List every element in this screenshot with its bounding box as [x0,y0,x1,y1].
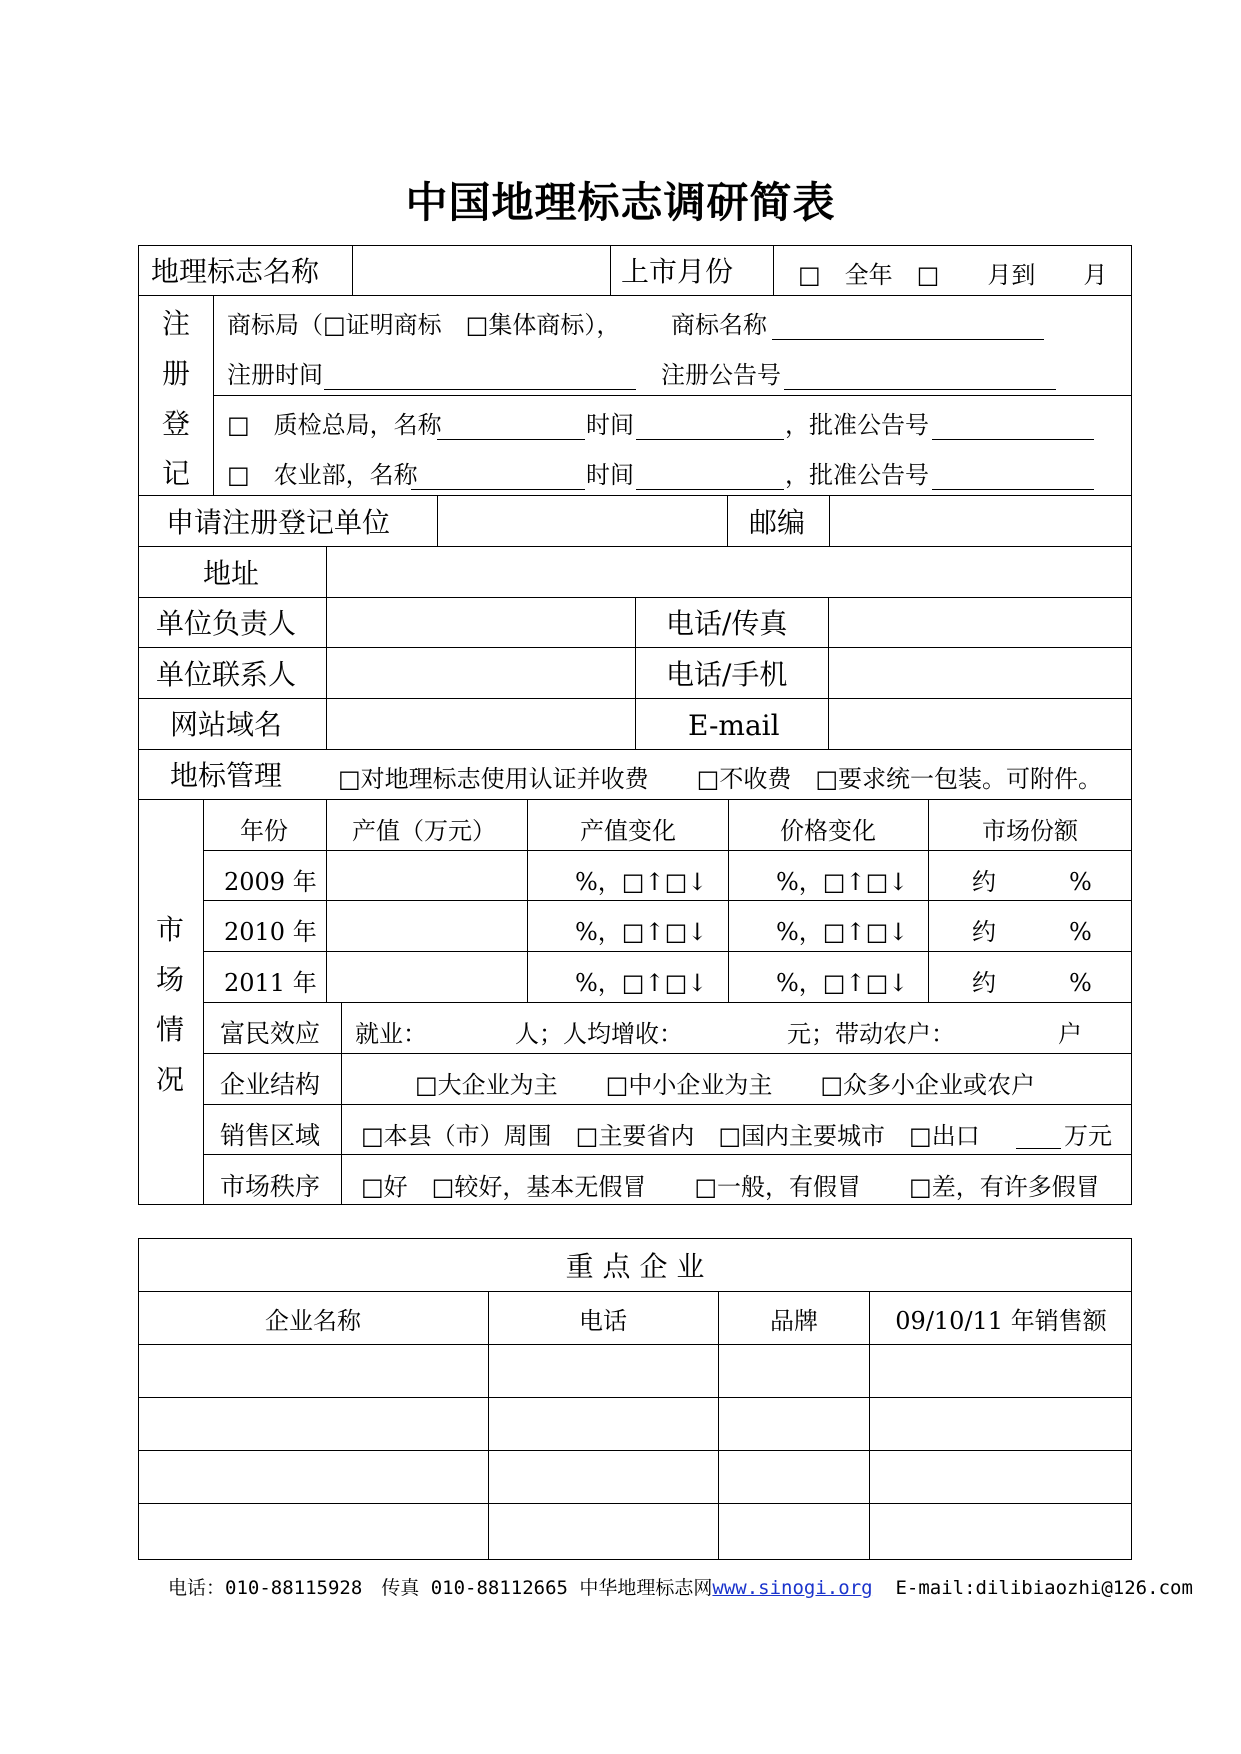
contact-label: 单位联系人 [156,658,297,691]
market-header-year: 年份 [240,817,288,845]
benefit-income: 人；人均增收： [515,1020,683,1048]
moa-time-label: 时间 [586,461,634,489]
share-percent: % [1069,969,1092,997]
row-divider [213,395,1132,396]
register-time-field[interactable] [324,389,636,390]
col-divider [437,495,438,546]
address-label: 地址 [203,557,260,590]
enterprise-header-name: 企业名称 [265,1307,361,1335]
col-divider [635,597,636,749]
order-options[interactable]: □好 □较好，基本无假冒 □一般，有假冒 □差，有许多假冒 [361,1173,1100,1201]
gi-name-label: 地理标志名称 [151,255,320,288]
moa-name-label[interactable]: □ 农业部，名称 [227,461,418,489]
row-divider [203,1104,1132,1105]
col-divider [527,799,528,1002]
col-divider [488,1291,489,1560]
col-divider [326,799,327,1002]
row-divider [138,495,1132,496]
market-month-label: 上市月份 [621,255,734,288]
row-divider [138,1397,1132,1398]
market-side-label: 场 [156,963,185,996]
email-label: E-mail [688,709,780,742]
col-divider [718,1291,719,1560]
register-notice-label: 注册公告号 [661,361,781,389]
col-divider [610,245,611,295]
row-divider [138,546,1132,547]
aqsiq-time-label: 时间 [586,411,634,439]
leader-label: 单位负责人 [156,607,297,640]
structure-options[interactable]: □大企业为主 □中小企业为主 □众多小企业或农户 [415,1071,1036,1099]
sales-label: 销售区域 [220,1121,321,1150]
col-divider [203,799,204,1205]
row-divider [138,295,1132,296]
row-divider [203,951,1132,952]
row-divider [203,1053,1132,1054]
register-side-label: 记 [162,457,191,490]
sales-unit: 万元 [1064,1122,1112,1150]
register-side-label: 注 [162,307,191,340]
col-divider [352,245,353,295]
col-divider [869,1291,870,1560]
management-label: 地标管理 [170,759,283,792]
aqsiq-notice-label: ，批准公告号 [785,411,929,439]
row-divider [138,1450,1132,1451]
price-change-cell[interactable]: %，□↑□↓ [776,969,909,997]
moa-name-field[interactable] [411,489,585,490]
benefit-employment: 就业： [355,1020,427,1048]
row-divider [203,1154,1132,1155]
share-approx: 约 [972,918,996,946]
col-divider [928,799,929,1002]
sales-options[interactable]: □本县（市）周围 □主要省内 □国内主要城市 □出口 [361,1122,980,1150]
aqsiq-time-field[interactable] [636,439,784,440]
footer-email: E-mail:dilibiaozhi@126.com [895,1577,1193,1599]
zip-label: 邮编 [749,506,806,539]
leader-phone-label: 电话/传真 [666,607,788,640]
market-year: 2011 年 [224,969,317,997]
aqsiq-notice-field[interactable] [932,439,1094,440]
benefit-label: 富民效应 [220,1019,321,1048]
col-divider [829,495,830,546]
trademark-office-line[interactable]: 商标局（□证明商标 □集体商标）， [227,311,621,339]
row-divider [138,749,1132,750]
share-percent: % [1069,868,1092,896]
applicant-label: 申请注册登记单位 [166,506,391,539]
row-divider [138,1344,1132,1345]
price-change-cell[interactable]: %，□↑□↓ [776,918,909,946]
row-divider [203,850,1132,851]
market-side-label: 市 [156,913,185,946]
col-divider [213,295,214,495]
col-divider [326,546,327,749]
register-side-label: 登 [162,407,191,440]
col-divider [341,1002,342,1205]
enterprise-table-frame [138,1238,1132,1560]
market-year: 2010 年 [224,918,317,946]
aqsiq-name-field[interactable] [437,439,585,440]
trademark-name-field[interactable] [772,339,1044,340]
market-year: 2009 年 [224,868,317,896]
market-header-price-change: 价格变化 [780,817,876,845]
export-amount-field[interactable] [1016,1148,1061,1149]
moa-time-field[interactable] [636,489,784,490]
market-side-label: 况 [156,1063,185,1096]
footer-contact [168,1579,1193,1598]
row-divider [138,1291,1132,1292]
footer-text: 电话：010-88115928 传真 010-88112665 中华地理标志网 [168,1577,713,1599]
price-change-cell[interactable]: %，□↑□↓ [776,868,909,896]
col-divider [828,597,829,749]
structure-label: 企业结构 [220,1070,321,1099]
management-options[interactable]: □对地理标志使用认证并收费 □不收费 □要求统一包装。可附件。 [338,765,1103,793]
share-approx: 约 [972,969,996,997]
row-divider [138,1503,1132,1504]
output-change-cell[interactable]: %，□↑□↓ [575,969,708,997]
register-time-label: 注册时间 [227,361,323,389]
footer-website-link[interactable]: www.sinogi.org [712,1577,873,1599]
register-notice-field[interactable] [784,389,1056,390]
enterprise-header-phone: 电话 [579,1307,627,1335]
market-month-options[interactable]: □ 全年 □ 月到 月 [798,261,1108,289]
contact-phone-label: 电话/手机 [666,658,788,691]
enterprise-table-title: 重 点 企 业 [565,1250,705,1283]
col-divider [773,245,774,295]
market-header-output: 产值（万元） [352,817,496,845]
benefit-households: 元；带动农户： [787,1020,955,1048]
aqsiq-name-label[interactable]: □ 质检总局，名称 [227,411,442,439]
benefit-unit: 户 [1058,1020,1082,1048]
trademark-name-label: 商标名称 [671,311,767,339]
col-divider [728,799,729,1002]
market-header-share: 市场份额 [982,817,1078,845]
moa-notice-field[interactable] [932,489,1094,490]
row-divider [138,799,1132,800]
output-change-cell[interactable]: %，□↑□↓ [575,868,708,896]
moa-notice-label: ，批准公告号 [785,461,929,489]
market-side-label: 情 [156,1013,185,1046]
enterprise-header-sales: 09/10/11 年销售额 [895,1307,1107,1335]
share-approx: 约 [972,868,996,896]
order-label: 市场秩序 [220,1172,321,1201]
page-title: 中国地理标志调研简表 [405,178,836,227]
enterprise-header-brand: 品牌 [770,1307,818,1335]
output-change-cell[interactable]: %，□↑□↓ [575,918,708,946]
market-header-output-change: 产值变化 [580,817,676,845]
row-divider [203,1002,1132,1003]
share-percent: % [1069,918,1092,946]
register-side-label: 册 [162,357,191,390]
col-divider [727,495,728,546]
row-divider [203,900,1132,901]
website-label: 网站域名 [170,708,283,741]
